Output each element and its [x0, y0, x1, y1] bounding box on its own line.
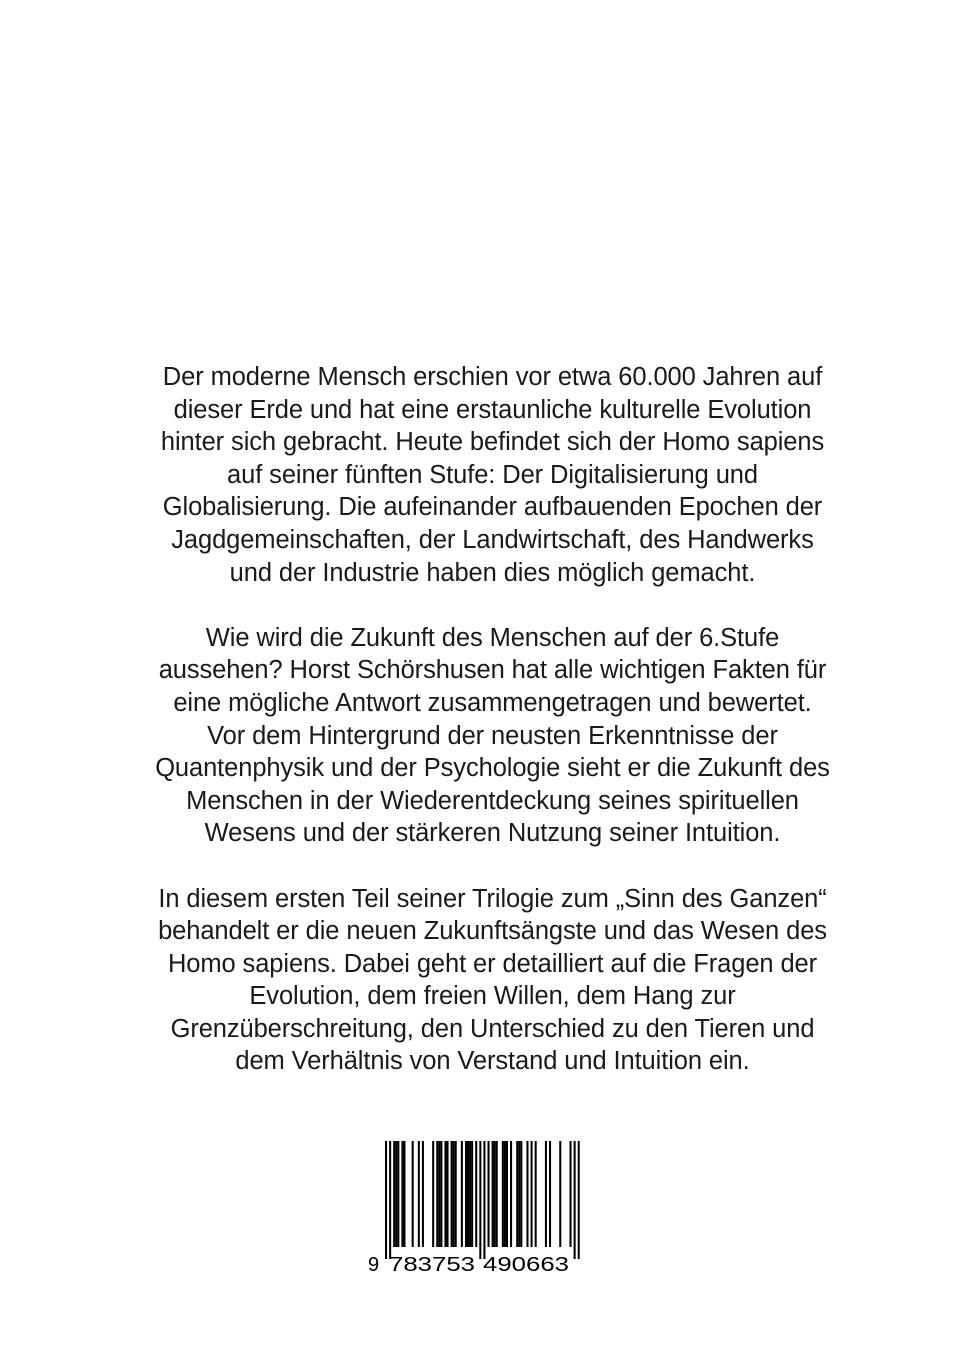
barcode-bar: [455, 1141, 457, 1247]
barcode-bar: [467, 1141, 469, 1247]
barcode-bar: [570, 1141, 572, 1247]
barcode-bar: [412, 1141, 414, 1247]
blurb-line: Globalisierung. Die aufeinander aufbauenden Epochen der: [162, 493, 823, 522]
barcode-bar: [545, 1141, 547, 1247]
barcode-bar: [401, 1141, 403, 1247]
blurb-line: behandelt er die neuen Zukunftsängste und das Wesen des: [158, 917, 827, 946]
barcode-bar: [504, 1141, 506, 1247]
blurb-line: Der moderne Mensch erschien vor etwa 60.000 Jahren auf: [162, 363, 823, 391]
blurb-line: und der Industrie haben dies möglich gemacht.: [229, 558, 756, 587]
barcode-bar: [526, 1141, 528, 1247]
barcode-bar: [436, 1141, 438, 1247]
barcode-bar: [397, 1141, 399, 1247]
blurb-line: eine mögliche Antwort zusammengetragen und bewertet.: [173, 688, 812, 717]
blurb-line: Quantenphysik und der Psychologie sieht er die Zukunft des: [155, 754, 830, 783]
barcode-bar: [403, 1141, 405, 1247]
blurb-line: dem Verhältnis von Verstand und Intuition ein.: [235, 1047, 750, 1076]
blurb-line: hinter sich gebracht. Heute befindet sich der Homo sapiens: [160, 428, 825, 457]
barcode-guard-bar: [574, 1141, 576, 1259]
barcode-bar: [471, 1141, 473, 1247]
blurb-line: Wesens und der stärkeren Nutzung seiner Intuition.: [204, 819, 781, 848]
barcode-bar: [475, 1141, 477, 1247]
barcode-bar: [465, 1141, 467, 1247]
blurb-line: Evolution, dem freien Willen, dem Hang zur: [249, 982, 736, 1011]
barcode-bars: [385, 1141, 580, 1259]
barcode-bar: [510, 1141, 512, 1247]
barcode-guard-bar: [389, 1141, 391, 1259]
barcode-bar: [418, 1141, 420, 1247]
barcode-bar: [432, 1141, 434, 1247]
blurb-line: dieser Erde und hat eine erstaunliche kulturelle Evolution: [173, 395, 812, 424]
barcode-bar: [440, 1141, 442, 1247]
barcode-bar: [444, 1141, 446, 1247]
barcode-guard-bar: [483, 1141, 485, 1259]
barcode-guard-bar: [385, 1141, 387, 1259]
blurb-line: auf seiner fünften Stufe: Der Digitalisierung und: [227, 460, 758, 489]
barcode-bar: [531, 1141, 533, 1247]
blurb-line: Menschen in der Wiederentdeckung seines spirituellen: [186, 786, 799, 815]
barcode-bar: [422, 1141, 424, 1247]
blurb-line: Wie wird die Zukunft des Menschen auf der 6.Stufe: [205, 623, 780, 652]
barcode-digits: [368, 1254, 569, 1276]
barcode-bar: [469, 1141, 471, 1247]
barcode-guard-bar: [479, 1141, 481, 1259]
barcode-bar: [559, 1141, 561, 1247]
barcode-bar: [520, 1141, 522, 1247]
barcode-bar: [518, 1141, 520, 1247]
barcode-bar: [516, 1141, 518, 1247]
barcode-guard-bar: [578, 1141, 580, 1259]
barcode-bar: [494, 1141, 496, 1247]
barcode-bar: [535, 1141, 537, 1247]
barcode-bar: [438, 1141, 440, 1247]
blurb-line: Grenzüberschreitung, den Unterschied zu den Tieren und: [170, 1014, 815, 1043]
barcode-right-digits: 490663: [483, 1254, 569, 1276]
isbn-barcode: [368, 1141, 599, 1276]
blurb-text: [100, 361, 885, 1078]
barcode-bar: [549, 1141, 551, 1247]
barcode-bar: [451, 1141, 453, 1247]
barcode-bar: [492, 1141, 494, 1247]
barcode-bar: [395, 1141, 397, 1247]
barcode-graphic: [368, 1141, 599, 1276]
barcode-left-digits: 783753: [389, 1254, 475, 1276]
blurb-line: Jagdgemeinschaften, der Landwirtschaft, des Handwerks: [171, 525, 814, 554]
barcode-bar: [447, 1141, 449, 1247]
barcode-bar: [461, 1141, 463, 1247]
barcode-bar: [393, 1141, 395, 1247]
barcode-bar: [488, 1141, 490, 1247]
blurb-paragraph-3: [100, 883, 885, 1079]
blurb-line: Homo sapiens. Dabei geht er detailliert auf die Fragen der: [167, 949, 818, 978]
barcode-bar: [453, 1141, 455, 1247]
blurb-paragraph-2: [100, 622, 885, 850]
barcode-bar: [496, 1141, 498, 1247]
barcode-bar: [506, 1141, 508, 1247]
barcode-bar: [502, 1141, 504, 1247]
blurb-line: aussehen? Horst Schörshusen hat alle wichtigen Fakten für: [158, 656, 827, 685]
blurb-line: Vor dem Hintergrund der neusten Erkenntnisse der: [207, 721, 778, 750]
blurb-line: In diesem ersten Teil seiner Trilogie zum „Sinn des Ganzen“: [158, 884, 827, 913]
blurb-paragraph-1: [100, 361, 885, 589]
barcode-lead-digit: 9: [368, 1254, 380, 1276]
